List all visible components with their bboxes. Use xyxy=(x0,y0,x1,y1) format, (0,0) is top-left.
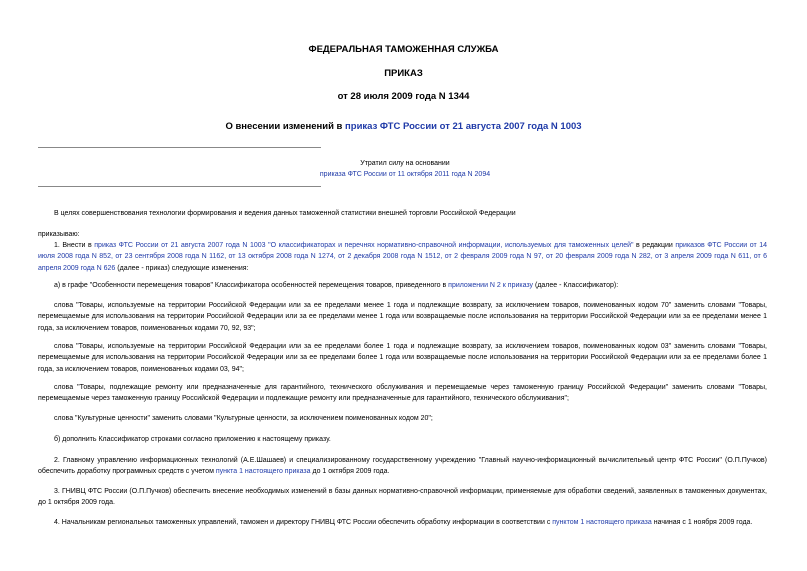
item-2-text-a: 2. Главному управлению информационных технологий (А.Е.Шашаев) и специализированному государственному учреждению "Главный научно-информационный вычислительный центр ФТС России" (О.П.Пучков) обеспечить доработку программных средств с учетом xyxy=(38,457,767,476)
item-a-text-a: а) в графе "Особенности перемещения товаров" Классификатора особенностей перемещения товаров, приведенного в xyxy=(54,282,449,289)
bottom-divider xyxy=(38,186,321,187)
doc-title xyxy=(0,121,807,132)
title-link[interactable]: приказ ФТС России от 21 августа 2007 года N 1003 xyxy=(345,121,582,132)
item-2 xyxy=(38,455,767,478)
item-2-text-b: до 1 октября 2009 года. xyxy=(310,468,390,476)
intro-paragraph: В целях совершенствования технологии формирования и ведения данных таможенной статистики внешней торговли Российской Федерации xyxy=(54,210,516,217)
amending-orders-link[interactable]: приказов ФТС России от 14 июля 2008 года N 852, от 23 сентября 2008 года N 1162, от 13 октября 2008 года N 1274, от 2 декабря 2008 года N 1512, от 2 февраля 2009 года N 97, от 20 февраля 2009 года N 282, от 3 апреля 2009 года N 611, от 6 апреля 2009 года N 626 xyxy=(38,242,768,272)
order-1003-link[interactable]: приказ ФТС России от 21 августа 2007 года N 1003 "О классификаторах и перечнях нормативно-справочной информации, используемых для таможенных целей" xyxy=(94,242,634,249)
item-1 xyxy=(38,240,767,274)
doc-date: от 28 июля 2009 года N 1344 xyxy=(337,91,470,102)
item-2-link[interactable]: пункта 1 настоящего приказа xyxy=(215,468,311,476)
words-paragraph-2: слова "Товары, используемые на территории Российской Федерации или за ее пределами более 1 года и подлежащие возврату, за исключением товаров, поименованных кодом 03" заменить словами "Товары, перемещаемые для использования на территории Российской Федерации или за ее пределами более 1 года или возвращаемые после использования на территории Российской Федерации или за ее пределами более 1 года, за исключением товаров, поименованных кодами 03, 94"; xyxy=(38,343,767,373)
words-paragraph-3: слова "Товары, подлежащие ремонту или предназначенные для гарантийного, технического обслуживания и перемещаемые через таможенную границу Российской Федерации" заменить словами "Товары, перемещаемые через таможенную границу Российской Федерации и подлежащие ремонту или предназначенные для гарантийного, технического обслуживания"; xyxy=(38,384,767,403)
words-paragraph-1: слова "Товары, используемые на территории Российской Федерации или за ее пределами менее 1 года и подлежащие возврату, за исключением товаров, поименованных кодом 70" заменить словами "Товары, перемещаемые для использования на территории Российской Федерации или за ее пределами менее 1 года или возвращаемые после использования на территории Российской Федерации или за ее пределами менее 1 года, за исключением товаров, поименованных кодами 70, 92, 93"; xyxy=(38,302,767,332)
order-word: приказываю: xyxy=(38,231,80,238)
status-note-link[interactable]: приказа ФТС России от 11 октября 2011 года N 2094 xyxy=(319,171,491,178)
item-4-text-b: начиная с 1 ноября 2009 года. xyxy=(651,519,753,526)
item-4-text-a: 4. Начальникам региональных таможенных управлений, таможен и директору ГНИВЦ ФТС России обеспечить обработку информации в соответствии с xyxy=(54,519,553,526)
title-prefix: О внесении изменений в xyxy=(225,121,346,132)
top-divider xyxy=(38,147,321,148)
item-4-link[interactable]: пунктом 1 настоящего приказа xyxy=(552,519,652,526)
item-b: б) дополнить Классификатор строками согласно приложению к настоящему приказу. xyxy=(54,436,331,443)
item-4 xyxy=(38,517,767,528)
appendix-2-link[interactable]: приложении N 2 к приказу xyxy=(448,282,534,289)
doc-type: ПРИКАЗ xyxy=(384,68,423,79)
org-name: ФЕДЕРАЛЬНАЯ ТАМОЖЕННАЯ СЛУЖБА xyxy=(308,44,499,55)
item-1-text-c: (далее - приказ) следующие изменения: xyxy=(115,264,249,272)
item-3: 3. ГНИВЦ ФТС России (О.П.Пучков) обеспечить внесение необходимых изменений в базы данных нормативно-справочной информации, применяемые для обработки сведений, заявленных в таможенных документах, до 1 октября 2009 года. xyxy=(38,488,767,507)
item-a-text-b: (далее - Классификатор): xyxy=(533,282,619,289)
item-1-text-b: в редакции xyxy=(633,242,676,249)
item-a xyxy=(38,280,767,291)
item-1-text-a: 1. Внести в xyxy=(54,242,95,249)
status-note-line1: Утратил силу на основании xyxy=(360,160,450,167)
words-paragraph-4: слова "Культурные ценности" заменить словами "Культурные ценности, за исключением поименованных кодом 20"; xyxy=(54,415,433,422)
